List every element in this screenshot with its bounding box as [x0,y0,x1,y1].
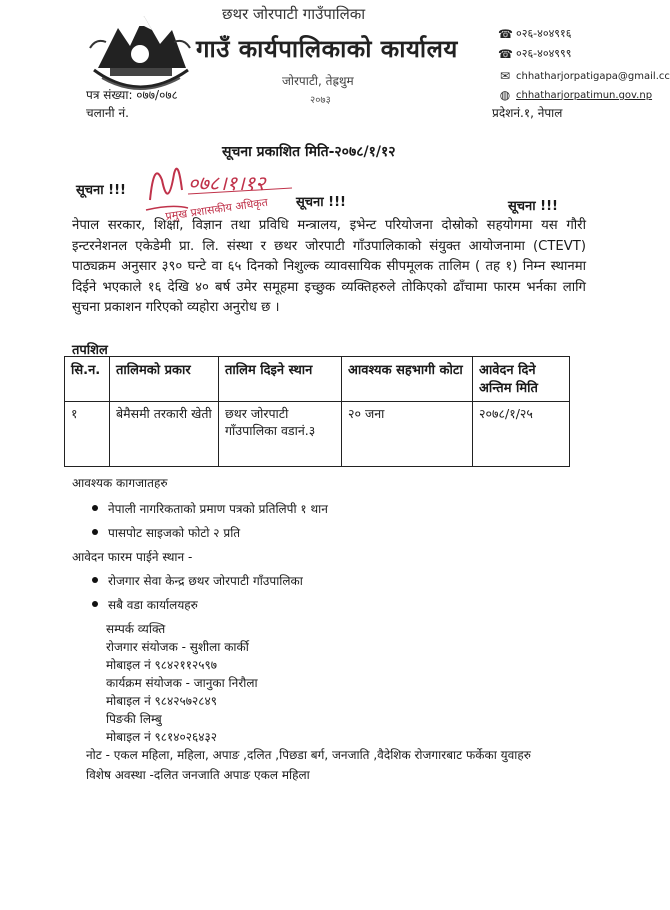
list-item [92,572,303,589]
bullet-icon [92,529,98,535]
office-title: गाउँ कार्यपालिकाको कार्यालय [196,34,458,63]
cell-serial: १ [65,402,110,467]
email-text: chhatharjorpatigapa@gmail.cc [516,70,670,82]
note-line-2: विशेष अवस्था -दलित जनजाति अपाङ एकल महिला [86,768,310,782]
venue-item-text: सबै वडा कार्यालयहरु [108,598,198,612]
contact-line: मोबाइल नं ९८१४०२६४३२ [106,730,217,744]
cell-training-type: बेमैसमी तरकारी खेती [110,402,219,467]
phone-1-text: ०२६-४०४९१६ [516,27,572,40]
col-header-quota: आवश्यक सहभागी कोटा [342,357,473,402]
list-item [92,596,198,613]
envelope-icon: ✉ [499,69,511,83]
website-text: chhatharjorpatimun.gov.np [516,89,653,101]
details-label: तपशिल [72,343,108,358]
note-line-1: नोट - एकल महिला, महिला, अपाङ ,दलित ,पिछडा बर्ग, जनजाति ,वैदेशिक रोजगारबाट फर्केका युवाहरु [86,748,531,762]
globe-icon: ◍ [499,88,511,102]
document-item-text: पासपोट साइजको फोटो २ प्रति [108,526,241,540]
notice-heading-right: सूचना !!! [508,199,558,214]
contact-website [498,88,652,102]
letter-number: पत्र संख्या: ०७७/०७८ [86,88,178,102]
established-year: २०७३ [310,95,331,106]
list-item [92,524,240,541]
phone-icon: ☎ [498,46,513,61]
office-address: जोरपाटी, तेह्रथुम [282,74,354,88]
bullet-icon [92,601,98,607]
contact-line: मोबाइल नं ९८४२५७२८४९ [106,694,217,708]
notice-heading-center: सूचना !!! [296,195,346,210]
notice-body: नेपाल सरकार, शिक्षा, विज्ञान तथा प्रविधि मन्त्रालय, इभेन्ट परियोजना दोस्रोको सहयोगमा यस गौरी इन्टरनेशनल एकेडेमी प्रा. लि. संस्था र छथर जोरपाटी गाँउपालिकाको संयुक्त आयोजनामा (CTEVT) पाठ्यक्रम अनुसार ३९० घन्टे वा ६५ दिनको निशुल्क व्यावसायिक सीपमूलक तालिम ( तह १) निम्न स्थानमा दिईने भएकाले १६ देखि ४० बर्ष उमेर समूहमा इच्छुक व्यक्तिहरुले तोकिएको ढाँचामा फारम भर्नका लागि सुचना प्रकाशन गरिएको व्यहोरा अनुरोध छ । [72,218,586,315]
svg-text:०७८।१।१२: ०७८।१।१२ [188,171,266,195]
venue-label: आवेदन फारम पाईने स्थान - [72,550,193,564]
col-header-serial: सि.न. [65,357,110,402]
col-header-deadline: आवेदन दिने अन्तिम मिति [473,357,570,402]
phone-icon: ☎ [498,26,513,41]
contact-phone-2 [498,46,571,61]
province-line: प्रदेशनं.१, नेपाल [492,106,563,120]
training-schedule-table [64,356,570,467]
municipality-name: छथर जोरपाटी गाउँपालिका [222,5,366,23]
bullet-icon [92,505,98,511]
contact-line: मोबाइल नं ९८४२११२५९७ [106,658,217,672]
table-header-row [65,357,570,402]
contact-line: पिङकी लिम्बु [106,712,162,726]
cell-deadline: २०७८/१/२५ [473,402,570,467]
col-header-training-type: तालिमको प्रकार [110,357,219,402]
notice-heading-left: सूचना !!! [76,183,126,198]
cell-location: छथर जोरपाटी गाँउपालिका वडानं.३ [219,402,342,467]
document-item-text: नेपाली नागरिकताको प्रमाण पत्रको प्रतिलिपी १ थान [108,502,328,516]
table-row [65,402,570,467]
contact-line: कार्यक्रम संयोजक - जानुका निरौला [106,676,258,690]
contact-email [498,69,670,83]
col-header-location: तालिम दिइने स्थान [219,357,342,402]
bullet-icon [92,577,98,583]
documents-label: आवश्यक कागजातहरु [72,476,168,490]
venue-item-text: रोजगार सेवा केन्द्र छथर जोरपाटी गाँउपालिका [108,574,303,588]
dispatch-number: चलानी नं. [86,106,129,120]
contact-line: रोजगार संयोजक - सुशीला कार्की [106,640,249,654]
phone-2-text: ०२६-४०४९९९ [516,47,572,60]
publication-date: सूचना प्रकाशित मिति-२०७८/१/१२ [222,144,396,160]
cell-quota: २० जना [342,402,473,467]
svg-text:प्रमुख प्रशासकीय अधिकृत: प्रमुख प्रशासकीय अधिकृत [164,195,269,223]
contact-person-heading: सम्पर्क व्यक्ति [106,622,166,636]
list-item [92,500,328,517]
contact-phone-1 [498,26,571,41]
